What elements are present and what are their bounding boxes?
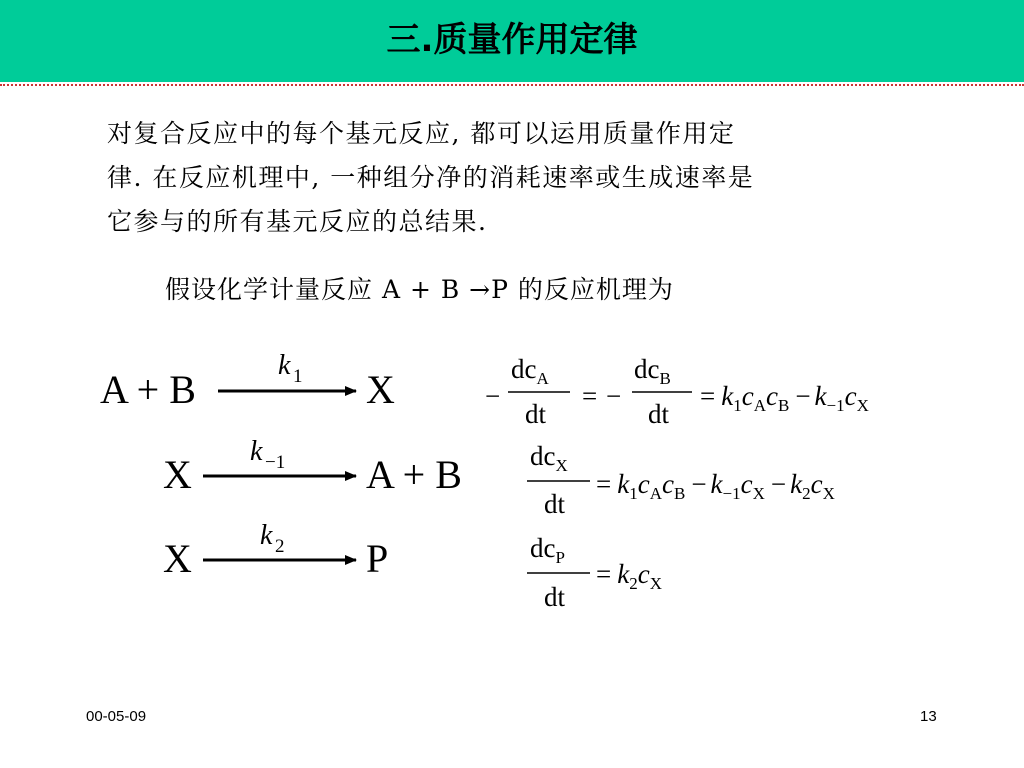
rate-equation-2 xyxy=(527,441,835,519)
eq1-numerator-b: $dc_B$ xyxy=(634,354,671,388)
reaction-1-reactants: A + B xyxy=(100,367,196,412)
eq2-rhs: = $k_1c_Ac_B - k_{-1}c_X - k_2c_X$ xyxy=(596,469,835,503)
rate-equation-1 xyxy=(485,354,869,429)
eq1-denominator-b: dt xyxy=(648,399,670,429)
reaction-2-rate-subscript: −1 xyxy=(265,452,286,473)
reaction-3-product: P xyxy=(366,536,389,581)
reaction-1-rate-constant: k xyxy=(278,350,291,381)
mechanism-intro: 假设化学计量反应 A + B →P 的反应机理为 xyxy=(165,275,674,304)
reaction-3-reactants: X xyxy=(163,536,192,581)
page-number: 13 xyxy=(920,708,937,725)
reaction-3 xyxy=(163,520,388,581)
eq1-equals-1: = xyxy=(582,381,598,411)
footer-date: 00-05-09 xyxy=(86,708,147,725)
reaction-3-rate-constant: k xyxy=(260,520,273,551)
paragraph-line-2: 律. 在反应机理中, 一种组分净的消耗速率或生成速率是 xyxy=(107,163,755,192)
eq1-numerator-a: $dc_A$ xyxy=(511,354,549,388)
paragraph-line-3: 它参与的所有基元反应的总结果. xyxy=(107,207,488,236)
reaction-3-rate-subscript: 2 xyxy=(275,536,285,557)
eq1-minus-sign-2: − xyxy=(606,381,622,411)
eq3-denominator: dt xyxy=(544,582,566,612)
reaction-1 xyxy=(100,350,395,412)
rate-equation-3 xyxy=(527,533,662,612)
slide-title: 三.质量作用定律 xyxy=(386,20,638,60)
eq1-rhs: = $k_1c_Ac_B - k_{-1}c_X$ xyxy=(700,381,869,415)
eq2-numerator: $dc_X$ xyxy=(530,441,568,475)
eq3-rhs: = $k_2c_X$ xyxy=(596,559,662,593)
paragraph-line-1: 对复合反应中的每个基元反应, 都可以运用质量作用定 xyxy=(107,119,736,148)
eq2-denominator: dt xyxy=(544,489,566,519)
reaction-2-product: A + B xyxy=(366,452,462,497)
reaction-1-rate-subscript: 1 xyxy=(293,366,303,387)
reaction-1-product: X xyxy=(366,367,395,412)
reaction-2 xyxy=(163,436,462,497)
reaction-2-rate-constant: k xyxy=(250,436,263,467)
eq3-numerator: $dc_P$ xyxy=(530,533,565,567)
eq1-minus-sign: − xyxy=(485,381,501,411)
reaction-2-reactants: X xyxy=(163,452,192,497)
eq1-denominator-a: dt xyxy=(525,399,547,429)
